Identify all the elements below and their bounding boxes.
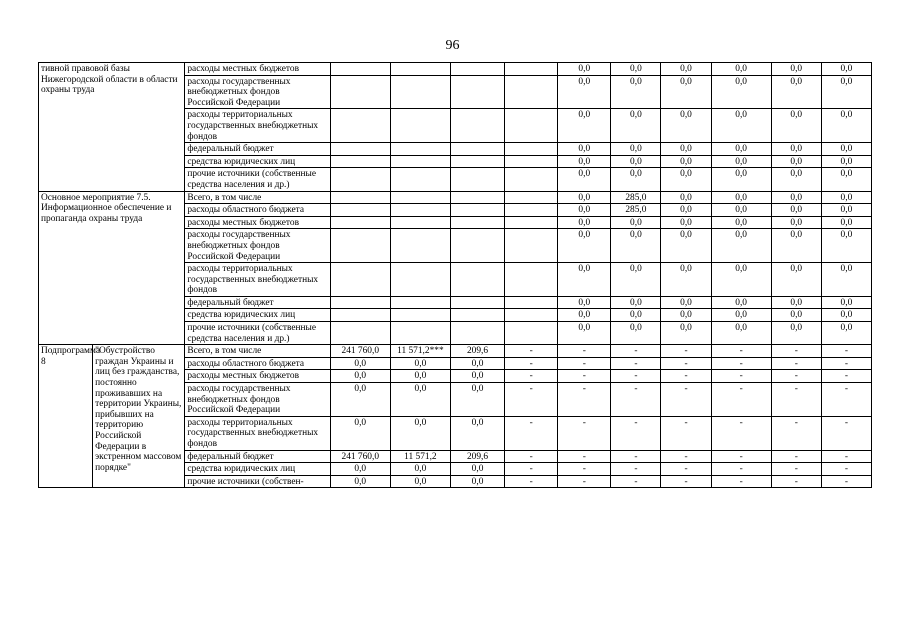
value-cell: 0,0 <box>711 229 771 263</box>
value-cell <box>505 63 558 76</box>
value-cell: 209,6 <box>450 345 504 358</box>
funding-source-cell: прочие источники (собственные средства населения и др.) <box>185 168 330 191</box>
value-cell <box>450 263 504 297</box>
value-cell: 0,0 <box>711 296 771 309</box>
value-cell <box>505 229 558 263</box>
value-cell: 0,0 <box>771 229 821 263</box>
value-cell: - <box>821 383 871 417</box>
value-cell: 0,0 <box>771 309 821 322</box>
value-cell: 0,0 <box>611 143 661 156</box>
value-cell <box>505 109 558 143</box>
value-cell: 0,0 <box>661 216 711 229</box>
value-cell <box>505 309 558 322</box>
value-cell: - <box>821 370 871 383</box>
funding-source-cell: расходы государственных внебюджетных фондов Российской Федерации <box>185 229 330 263</box>
value-cell: 0,0 <box>558 63 611 76</box>
value-cell: 0,0 <box>390 463 450 476</box>
funding-source-cell: средства юридических лиц <box>185 463 330 476</box>
measure-name-cell: тивной правовой базы Нижегородской области в области охраны труда <box>39 63 185 192</box>
value-cell: - <box>711 450 771 463</box>
funding-source-cell: расходы местных бюджетов <box>185 63 330 76</box>
value-cell: 0,0 <box>450 370 504 383</box>
value-cell: 0,0 <box>611 109 661 143</box>
value-cell <box>450 155 504 168</box>
value-cell: - <box>661 345 711 358</box>
value-cell: - <box>771 345 821 358</box>
value-cell: 0,0 <box>611 322 661 345</box>
value-cell: 0,0 <box>558 263 611 297</box>
value-cell <box>390 263 450 297</box>
value-cell: 0,0 <box>558 191 611 204</box>
value-cell <box>390 155 450 168</box>
value-cell: 285,0 <box>611 191 661 204</box>
value-cell: - <box>821 475 871 488</box>
value-cell: 0,0 <box>661 143 711 156</box>
value-cell: 241 760,0 <box>330 450 390 463</box>
value-cell: 0,0 <box>450 416 504 450</box>
value-cell <box>390 229 450 263</box>
value-cell: - <box>558 357 611 370</box>
value-cell <box>450 204 504 217</box>
value-cell: 0,0 <box>390 383 450 417</box>
funding-source-cell: прочие источники (собствен- <box>185 475 330 488</box>
value-cell <box>330 296 390 309</box>
value-cell: 0,0 <box>611 216 661 229</box>
value-cell <box>505 75 558 109</box>
value-cell: 0,0 <box>821 168 871 191</box>
value-cell: 209,6 <box>450 450 504 463</box>
value-cell <box>505 168 558 191</box>
value-cell: 0,0 <box>558 216 611 229</box>
value-cell: - <box>558 370 611 383</box>
value-cell: 0,0 <box>611 75 661 109</box>
value-cell: 0,0 <box>330 357 390 370</box>
value-cell <box>390 109 450 143</box>
value-cell <box>390 309 450 322</box>
value-cell: 0,0 <box>558 75 611 109</box>
value-cell: 0,0 <box>661 322 711 345</box>
value-cell <box>450 191 504 204</box>
value-cell: 0,0 <box>330 383 390 417</box>
value-cell <box>505 191 558 204</box>
value-cell: - <box>505 475 558 488</box>
value-cell: 0,0 <box>711 155 771 168</box>
value-cell <box>330 322 390 345</box>
value-cell: 0,0 <box>558 155 611 168</box>
value-cell: - <box>661 383 711 417</box>
value-cell: 0,0 <box>558 309 611 322</box>
value-cell: 0,0 <box>558 109 611 143</box>
value-cell: 0,0 <box>771 204 821 217</box>
value-cell: 0,0 <box>771 143 821 156</box>
value-cell: 0,0 <box>661 75 711 109</box>
value-cell: 0,0 <box>771 75 821 109</box>
value-cell: 0,0 <box>558 143 611 156</box>
funding-source-cell: Всего, в том числе <box>185 191 330 204</box>
value-cell <box>330 229 390 263</box>
value-cell <box>505 204 558 217</box>
value-cell <box>330 75 390 109</box>
value-cell: 0,0 <box>558 229 611 263</box>
value-cell: 0,0 <box>771 155 821 168</box>
funding-source-cell: расходы областного бюджета <box>185 204 330 217</box>
value-cell: 0,0 <box>771 322 821 345</box>
value-cell <box>505 296 558 309</box>
table-row <box>39 345 872 358</box>
value-cell: 0,0 <box>450 475 504 488</box>
value-cell: - <box>558 475 611 488</box>
value-cell: 11 571,2 <box>390 450 450 463</box>
value-cell <box>505 322 558 345</box>
value-cell: - <box>611 450 661 463</box>
value-cell: 0,0 <box>558 296 611 309</box>
value-cell: 0,0 <box>711 204 771 217</box>
table-row <box>39 63 872 76</box>
funding-source-cell: расходы территориальных государственных внебюджетных фондов <box>185 263 330 297</box>
value-cell: - <box>661 463 711 476</box>
value-cell: 0,0 <box>450 357 504 370</box>
value-cell: - <box>558 383 611 417</box>
value-cell <box>390 322 450 345</box>
funding-source-cell: расходы территориальных государственных внебюджетных фондов <box>185 416 330 450</box>
value-cell: - <box>611 475 661 488</box>
value-cell <box>390 296 450 309</box>
value-cell: - <box>711 357 771 370</box>
value-cell: 0,0 <box>661 109 711 143</box>
funding-source-cell: расходы государственных внебюджетных фондов Российской Федерации <box>185 75 330 109</box>
funding-source-cell: федеральный бюджет <box>185 296 330 309</box>
value-cell: - <box>505 345 558 358</box>
value-cell: 0,0 <box>558 204 611 217</box>
value-cell: 0,0 <box>611 296 661 309</box>
value-cell <box>505 155 558 168</box>
value-cell: 0,0 <box>711 168 771 191</box>
funding-source-cell: федеральный бюджет <box>185 450 330 463</box>
value-cell <box>450 109 504 143</box>
value-cell: 0,0 <box>611 63 661 76</box>
value-cell: 0,0 <box>330 370 390 383</box>
value-cell <box>450 296 504 309</box>
value-cell: - <box>771 475 821 488</box>
value-cell: 0,0 <box>711 143 771 156</box>
value-cell <box>330 143 390 156</box>
value-cell <box>390 216 450 229</box>
funding-source-cell: расходы местных бюджетов <box>185 216 330 229</box>
value-cell: 241 760,0 <box>330 345 390 358</box>
value-cell: - <box>611 383 661 417</box>
value-cell <box>330 216 390 229</box>
value-cell: - <box>558 416 611 450</box>
table-row <box>39 191 872 204</box>
value-cell: - <box>711 463 771 476</box>
value-cell: - <box>505 416 558 450</box>
value-cell <box>330 168 390 191</box>
value-cell <box>390 143 450 156</box>
funding-source-cell: средства юридических лиц <box>185 155 330 168</box>
value-cell: - <box>711 370 771 383</box>
value-cell: - <box>821 345 871 358</box>
value-cell: 0,0 <box>771 109 821 143</box>
subprogram-name-cell: "Обустройство граждан Украины и лиц без гражданства, постоянно проживавших на территории Украины, прибывших на территорию Российской Федерации в экстренном массовом порядке" <box>93 345 185 488</box>
value-cell: 0,0 <box>711 191 771 204</box>
value-cell: - <box>611 416 661 450</box>
value-cell <box>390 63 450 76</box>
value-cell: 0,0 <box>661 263 711 297</box>
value-cell: 0,0 <box>661 155 711 168</box>
value-cell: - <box>711 383 771 417</box>
value-cell: - <box>611 345 661 358</box>
value-cell: 0,0 <box>611 229 661 263</box>
value-cell: 0,0 <box>771 63 821 76</box>
value-cell <box>390 204 450 217</box>
value-cell: 0,0 <box>821 263 871 297</box>
funding-source-cell: Всего, в том числе <box>185 345 330 358</box>
value-cell: 0,0 <box>558 322 611 345</box>
value-cell: - <box>821 450 871 463</box>
value-cell: - <box>505 357 558 370</box>
value-cell: 0,0 <box>611 155 661 168</box>
value-cell: 0,0 <box>821 155 871 168</box>
funding-source-cell: расходы государственных внебюджетных фондов Российской Федерации <box>185 383 330 417</box>
value-cell: 0,0 <box>821 296 871 309</box>
value-cell: 0,0 <box>771 296 821 309</box>
value-cell: 0,0 <box>390 475 450 488</box>
value-cell: - <box>505 450 558 463</box>
value-cell <box>450 168 504 191</box>
value-cell <box>330 263 390 297</box>
value-cell: - <box>771 357 821 370</box>
value-cell <box>330 63 390 76</box>
value-cell: 0,0 <box>771 191 821 204</box>
value-cell <box>450 216 504 229</box>
value-cell: 0,0 <box>661 309 711 322</box>
value-cell: 0,0 <box>390 370 450 383</box>
value-cell: 0,0 <box>821 216 871 229</box>
value-cell: 0,0 <box>771 263 821 297</box>
value-cell: - <box>611 357 661 370</box>
funding-source-cell: расходы территориальных государственных внебюджетных фондов <box>185 109 330 143</box>
value-cell: 0,0 <box>330 463 390 476</box>
value-cell: - <box>711 475 771 488</box>
value-cell: 0,0 <box>771 168 821 191</box>
value-cell: - <box>821 357 871 370</box>
value-cell: - <box>821 416 871 450</box>
measure-name-cell: Основное мероприятие 7.5. Информационное обеспечение и пропаганда охраны труда <box>39 191 185 345</box>
value-cell <box>505 263 558 297</box>
value-cell <box>390 75 450 109</box>
value-cell: - <box>711 416 771 450</box>
value-cell: 0,0 <box>821 322 871 345</box>
value-cell: 0,0 <box>558 168 611 191</box>
value-cell: - <box>771 463 821 476</box>
value-cell: - <box>771 416 821 450</box>
value-cell: - <box>661 416 711 450</box>
value-cell: 0,0 <box>711 63 771 76</box>
value-cell: 0,0 <box>771 216 821 229</box>
value-cell: 0,0 <box>711 109 771 143</box>
value-cell: - <box>771 383 821 417</box>
value-cell: - <box>711 345 771 358</box>
value-cell: - <box>661 357 711 370</box>
value-cell <box>390 168 450 191</box>
value-cell: - <box>771 370 821 383</box>
value-cell: 0,0 <box>390 357 450 370</box>
funding-source-cell: расходы областного бюджета <box>185 357 330 370</box>
value-cell: 0,0 <box>661 296 711 309</box>
value-cell <box>330 309 390 322</box>
value-cell: 0,0 <box>661 191 711 204</box>
value-cell <box>450 63 504 76</box>
value-cell: 0,0 <box>711 216 771 229</box>
value-cell: 0,0 <box>711 322 771 345</box>
value-cell <box>330 204 390 217</box>
value-cell: 0,0 <box>821 109 871 143</box>
value-cell <box>330 109 390 143</box>
value-cell: 0,0 <box>711 75 771 109</box>
value-cell: - <box>611 370 661 383</box>
value-cell: 285,0 <box>611 204 661 217</box>
value-cell: - <box>558 463 611 476</box>
value-cell: - <box>558 345 611 358</box>
value-cell <box>450 143 504 156</box>
value-cell: 0,0 <box>821 63 871 76</box>
value-cell: 0,0 <box>661 168 711 191</box>
value-cell: 0,0 <box>661 229 711 263</box>
value-cell <box>450 322 504 345</box>
value-cell: 0,0 <box>821 229 871 263</box>
value-cell: - <box>821 463 871 476</box>
value-cell: 0,0 <box>821 191 871 204</box>
value-cell <box>390 191 450 204</box>
page-number: 96 <box>445 38 460 53</box>
value-cell: 0,0 <box>611 309 661 322</box>
funding-source-cell: прочие источники (собственные средства населения и др.) <box>185 322 330 345</box>
value-cell: 0,0 <box>661 63 711 76</box>
value-cell: 11 571,2*** <box>390 345 450 358</box>
value-cell: - <box>558 450 611 463</box>
value-cell <box>450 75 504 109</box>
value-cell: - <box>505 463 558 476</box>
value-cell <box>450 309 504 322</box>
value-cell: - <box>771 450 821 463</box>
value-cell: 0,0 <box>450 463 504 476</box>
value-cell <box>505 216 558 229</box>
value-cell: 0,0 <box>611 263 661 297</box>
value-cell: 0,0 <box>821 309 871 322</box>
value-cell: 0,0 <box>661 204 711 217</box>
value-cell: 0,0 <box>330 475 390 488</box>
value-cell <box>330 191 390 204</box>
value-cell: - <box>661 475 711 488</box>
value-cell: 0,0 <box>611 168 661 191</box>
value-cell: 0,0 <box>711 309 771 322</box>
subprogram-code-cell: Подпрограмма 8 <box>39 345 93 488</box>
value-cell <box>450 229 504 263</box>
value-cell: 0,0 <box>821 75 871 109</box>
value-cell: - <box>661 450 711 463</box>
funding-source-cell: расходы местных бюджетов <box>185 370 330 383</box>
value-cell: 0,0 <box>711 263 771 297</box>
budget-table <box>38 62 872 488</box>
funding-source-cell: федеральный бюджет <box>185 143 330 156</box>
value-cell: - <box>661 370 711 383</box>
value-cell: 0,0 <box>821 143 871 156</box>
value-cell: - <box>505 383 558 417</box>
value-cell: - <box>611 463 661 476</box>
value-cell: 0,0 <box>821 204 871 217</box>
value-cell: 0,0 <box>330 416 390 450</box>
funding-source-cell: средства юридических лиц <box>185 309 330 322</box>
value-cell: 0,0 <box>450 383 504 417</box>
value-cell <box>505 143 558 156</box>
value-cell <box>330 155 390 168</box>
value-cell: 0,0 <box>390 416 450 450</box>
value-cell: - <box>505 370 558 383</box>
